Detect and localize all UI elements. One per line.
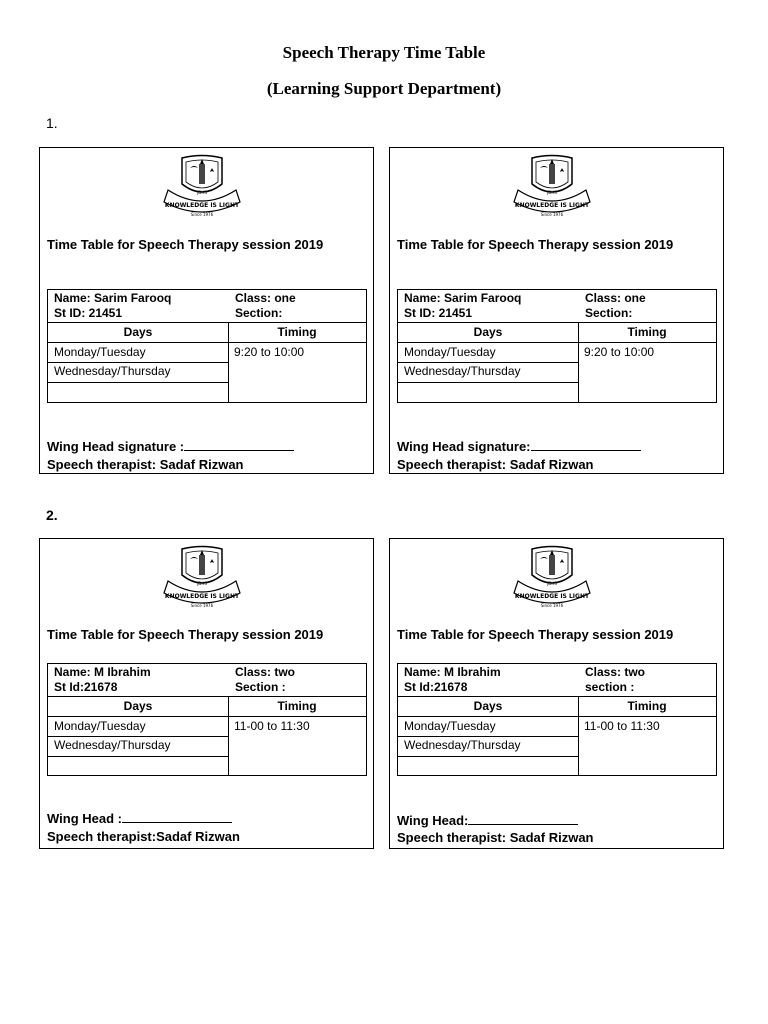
column-divider: [228, 323, 229, 402]
school-crest-logo: [500, 545, 604, 609]
row-divider: [398, 362, 578, 363]
signature-line: [531, 439, 641, 451]
school-crest-logo: [500, 154, 604, 218]
student-info-row: [48, 664, 366, 697]
timetable-card: [39, 147, 374, 474]
school-crest-logo: [150, 545, 254, 609]
logo-banner-text: KNOWLEDGE IS LIGHT: [514, 593, 590, 600]
column-divider: [228, 697, 229, 775]
section-number: 2.: [46, 507, 58, 523]
student-section: section :: [585, 680, 635, 694]
day-cell: Wednesday/Thursday: [54, 364, 171, 378]
timing-cell: 11-00 to 11:30: [234, 719, 310, 733]
student-name: Name: Sarim Farooq: [54, 291, 172, 305]
student-section: Section:: [235, 306, 283, 320]
card-gap: [374, 147, 389, 474]
days-header: Days: [123, 699, 153, 713]
student-section: Section:: [585, 306, 633, 320]
timing-header: Timing: [627, 325, 667, 339]
logo-since-text: Since 1976: [190, 603, 214, 608]
row-divider: [398, 736, 578, 737]
student-info-row: [48, 290, 366, 323]
therapist-name: Speech therapist: Sadaf Rizwan: [397, 830, 594, 845]
student-id: St ID: 21451: [404, 306, 473, 320]
student-name: Name: M Ibrahim: [54, 665, 151, 679]
timetable-card: [39, 538, 374, 849]
student-info-table: [397, 663, 717, 776]
logo-since-text: Since 1976: [540, 212, 564, 217]
wing-head-signature: Wing Head signature :: [47, 439, 294, 454]
column-divider: [578, 697, 579, 775]
day-cell: Wednesday/Thursday: [404, 364, 521, 378]
card-heading: Time Table for Speech Therapy session 2019: [47, 627, 324, 642]
signature-line: [468, 813, 578, 825]
student-info-row: [398, 290, 716, 323]
student-info-table: [397, 289, 717, 403]
signature-line: [122, 811, 232, 823]
card-heading: Time Table for Speech Therapy session 2019: [397, 237, 674, 252]
logo-since-text: Since 1976: [540, 603, 564, 608]
page-title: Speech Therapy Time Table: [282, 43, 486, 62]
card-gap: [374, 538, 389, 849]
timing-cell: 11-00 to 11:30: [584, 719, 660, 733]
row-divider: [48, 382, 228, 383]
row-divider: [48, 736, 228, 737]
therapist-name: Speech therapist: Sadaf Rizwan: [47, 457, 244, 472]
card-heading: Time Table for Speech Therapy session 2019: [47, 237, 324, 252]
logo-initials: JDHS: [547, 190, 557, 195]
row-divider: [398, 382, 578, 383]
timetable-card: [389, 538, 724, 849]
logo-banner-text: KNOWLEDGE IS LIGHT: [164, 202, 240, 209]
student-class: Class: two: [585, 665, 646, 679]
student-info-table: [47, 289, 367, 403]
logo-banner-text: KNOWLEDGE IS LIGHT: [164, 593, 240, 600]
days-header: Days: [473, 699, 503, 713]
timetable-group-2: [39, 538, 725, 849]
timing-header: Timing: [627, 699, 667, 713]
school-crest-logo: [150, 154, 254, 218]
student-id: St Id:21678: [54, 680, 118, 694]
logo-banner-text: KNOWLEDGE IS LIGHT: [514, 202, 590, 209]
student-section: Section :: [235, 680, 286, 694]
timing-header: Timing: [277, 325, 317, 339]
table-header-row: [398, 697, 716, 717]
day-cell: Wednesday/Thursday: [54, 738, 171, 752]
timetable-group-1: [39, 147, 725, 474]
day-cell: Monday/Tuesday: [404, 345, 496, 359]
wing-head-signature: Wing Head signature:: [397, 439, 641, 454]
timing-header: Timing: [277, 699, 317, 713]
table-header-row: [398, 323, 716, 343]
row-divider: [398, 756, 578, 757]
wing-head-signature: Wing Head :: [47, 811, 232, 826]
table-header-row: [48, 697, 366, 717]
logo-initials: JDHS: [547, 581, 557, 586]
timing-cell: 9:20 to 10:00: [234, 345, 305, 359]
therapist-name: Speech therapist:Sadaf Rizwan: [47, 829, 240, 844]
days-header: Days: [473, 325, 503, 339]
student-info-row: [398, 664, 716, 697]
student-info-table: [47, 663, 367, 776]
logo-initials: JDHS: [197, 581, 207, 586]
logo-initials: JDHS: [197, 190, 207, 195]
card-heading: Time Table for Speech Therapy session 2019: [397, 627, 674, 642]
table-header-row: [48, 323, 366, 343]
timing-cell: 9:20 to 10:00: [584, 345, 655, 359]
column-divider: [578, 323, 579, 402]
student-name: Name: Sarim Farooq: [404, 291, 522, 305]
student-class: Class: two: [235, 665, 296, 679]
day-cell: Wednesday/Thursday: [404, 738, 521, 752]
row-divider: [48, 756, 228, 757]
day-cell: Monday/Tuesday: [404, 719, 496, 733]
student-id: St Id:21678: [404, 680, 468, 694]
logo-since-text: Since 1976: [190, 212, 214, 217]
student-id: St ID: 21451: [54, 306, 123, 320]
days-header: Days: [123, 325, 153, 339]
student-name: Name: M Ibrahim: [404, 665, 501, 679]
day-cell: Monday/Tuesday: [54, 345, 146, 359]
day-cell: Monday/Tuesday: [54, 719, 146, 733]
page-subtitle: (Learning Support Department): [266, 79, 502, 98]
student-class: Class: one: [585, 291, 646, 305]
signature-line: [184, 439, 294, 451]
timetable-card: [389, 147, 724, 474]
row-divider: [48, 362, 228, 363]
wing-head-signature: Wing Head:: [397, 813, 578, 828]
section-number: 1.: [46, 115, 58, 131]
therapist-name: Speech therapist: Sadaf Rizwan: [397, 457, 594, 472]
student-class: Class: one: [235, 291, 296, 305]
